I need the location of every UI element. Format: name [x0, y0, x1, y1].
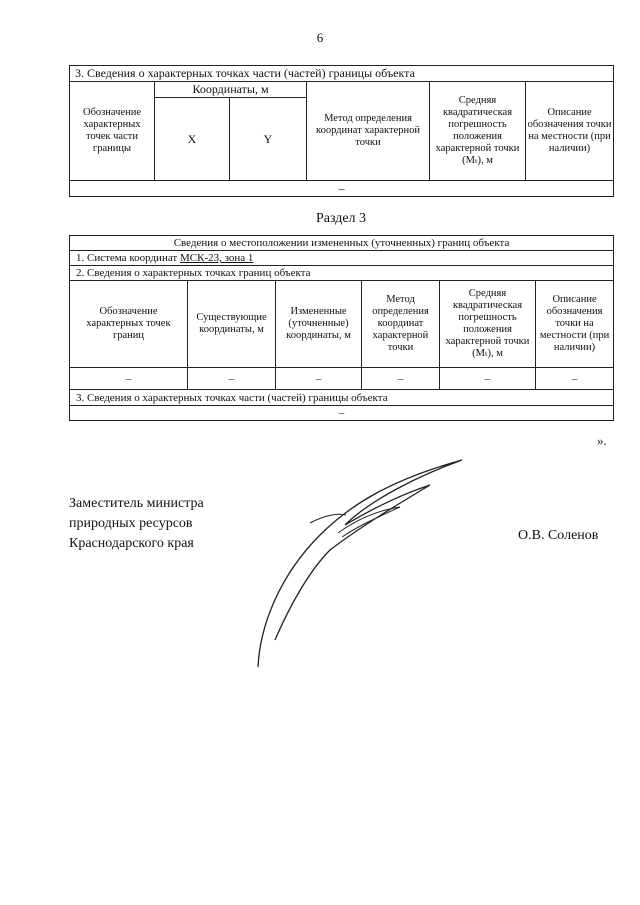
section-label: 3. Сведения о характерных точках части (частей) границы объекта: [70, 66, 614, 82]
dash-cell: –: [536, 368, 614, 390]
coordinate-system-value: МСК-23, зона 1: [179, 252, 254, 264]
table-changed-boundaries: [69, 235, 614, 421]
col-existing: Существующие координаты, м: [188, 281, 276, 368]
dash-cell: –: [276, 368, 362, 390]
col-x: X: [155, 98, 230, 181]
dash-cell: –: [440, 368, 536, 390]
col-description: Описание обозначения точки на местности (при наличии): [536, 281, 614, 368]
coordinate-system-row: [70, 251, 614, 266]
coordinate-system-label: 1. Система координат: [76, 252, 180, 264]
empty-row: –: [70, 406, 614, 421]
col-error: Средняя квадратическая погрешность положения характерной точки (Mₜ), м: [440, 281, 536, 368]
col-method: Метод определения координат характерной точки: [362, 281, 440, 368]
signatory-name: О.В. Соленов: [518, 528, 599, 543]
col-changed: Измененные (уточненные) координаты, м: [276, 281, 362, 368]
part-boundary-row: 3. Сведения о характерных точках части (частей) границы объекта: [70, 390, 614, 406]
page-number: 6: [316, 30, 324, 45]
col-error: Средняя квадратическая погрешность положения характерной точки (Mₜ), м: [430, 82, 526, 181]
col-designation: Обозначение характерных точек части границы: [70, 82, 155, 181]
col-coordinates: Координаты, м: [155, 82, 307, 98]
empty-row: –: [70, 181, 614, 197]
signatory-line-1: Заместитель министра: [69, 496, 204, 511]
signatory-line-2: природных ресурсов: [69, 516, 193, 531]
dash-cell: –: [362, 368, 440, 390]
handwritten-signature: [250, 455, 470, 675]
boundary-points-row: 2. Сведения о характерных точках границ объекта: [70, 266, 614, 281]
table-title: Сведения о местоположении измененных (уточненных) границ объекта: [70, 236, 614, 251]
section-title: Раздел 3: [315, 211, 367, 226]
signatory-line-3: Краснодарского края: [69, 536, 194, 551]
col-method: Метод определения координат характерной точки: [307, 82, 430, 181]
signatory-title: [69, 494, 204, 554]
col-designation: Обозначение характерных точек границ: [70, 281, 188, 368]
closing-quote: ».: [597, 433, 607, 448]
dash-cell: –: [188, 368, 276, 390]
col-y: Y: [230, 98, 307, 181]
col-description: Описание обозначения точки на местности (при наличии): [526, 82, 614, 181]
dash-cell: –: [70, 368, 188, 390]
table-part-boundary-points: [69, 65, 614, 197]
